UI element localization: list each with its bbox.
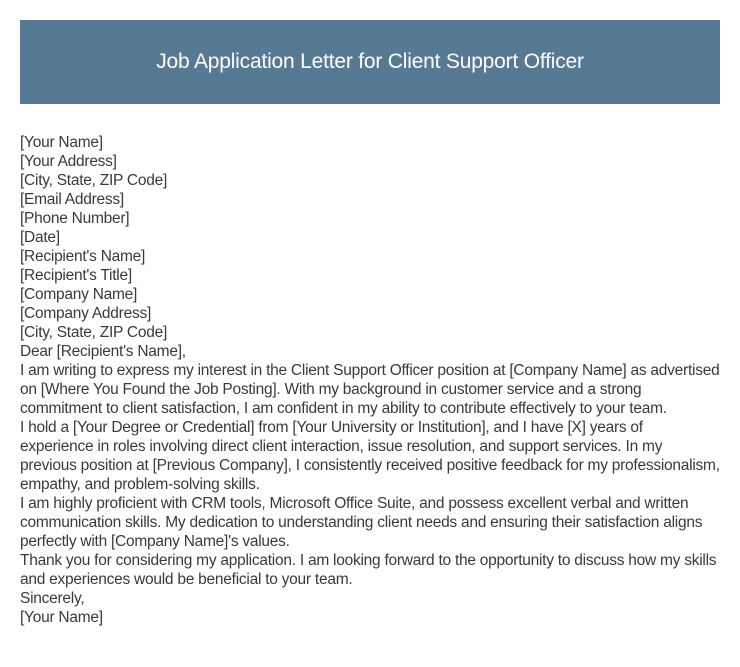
paragraph-skills: I am highly proficient with CRM tools, Microsoft Office Suite, and possess excellent verbal and written communication skills. My dedication to understanding client needs and ensuring their satisfaction aligns perfectly with [Company Name]'s values. <box>20 495 703 550</box>
salutation: Dear [Recipient's Name], <box>20 343 186 360</box>
recipient-name: [Recipient's Name] <box>20 248 146 265</box>
title-banner <box>20 20 720 104</box>
recipient-company-address: [Company Address] <box>20 305 152 322</box>
sender-address: [Your Address] <box>20 153 117 170</box>
recipient-city-state-zip: [City, State, ZIP Code] <box>20 324 168 341</box>
paragraph-thanks: Thank you for considering my application. I am looking forward to the opportunity to discuss how my skills and experiences would be beneficial to your team. <box>20 552 717 588</box>
recipient-company: [Company Name] <box>20 286 138 303</box>
letter-date: [Date] <box>20 229 60 246</box>
paragraph-background: I hold a [Your Degree or Credential] from [Your University or Institution], and I have [X] years of experience in roles involving direct client interaction, issue resolution, and support services. In my previous position at [Previous Company], I consistently received positive feedback for my professionalism, empathy, and problem-solving skills. <box>20 419 720 493</box>
sender-phone: [Phone Number] <box>20 210 130 227</box>
sender-city-state-zip: [City, State, ZIP Code] <box>20 172 168 189</box>
closing: Sincerely, <box>20 590 85 607</box>
paragraph-intro: I am writing to express my interest in the Client Support Officer position at [Company Name] as advertised on [Where You Found the Job Posting]. With my background in customer service and a strong commitment to client satisfaction, I am confident in my ability to contribute effectively to your team. <box>20 362 720 417</box>
sender-email: [Email Address] <box>20 191 124 208</box>
letter-body <box>20 133 720 627</box>
recipient-title: [Recipient's Title] <box>20 267 132 284</box>
sender-name: [Your Name] <box>20 134 103 151</box>
page-title: Job Application Letter for Client Support Officer <box>156 50 584 73</box>
signature: [Your Name] <box>20 609 103 626</box>
